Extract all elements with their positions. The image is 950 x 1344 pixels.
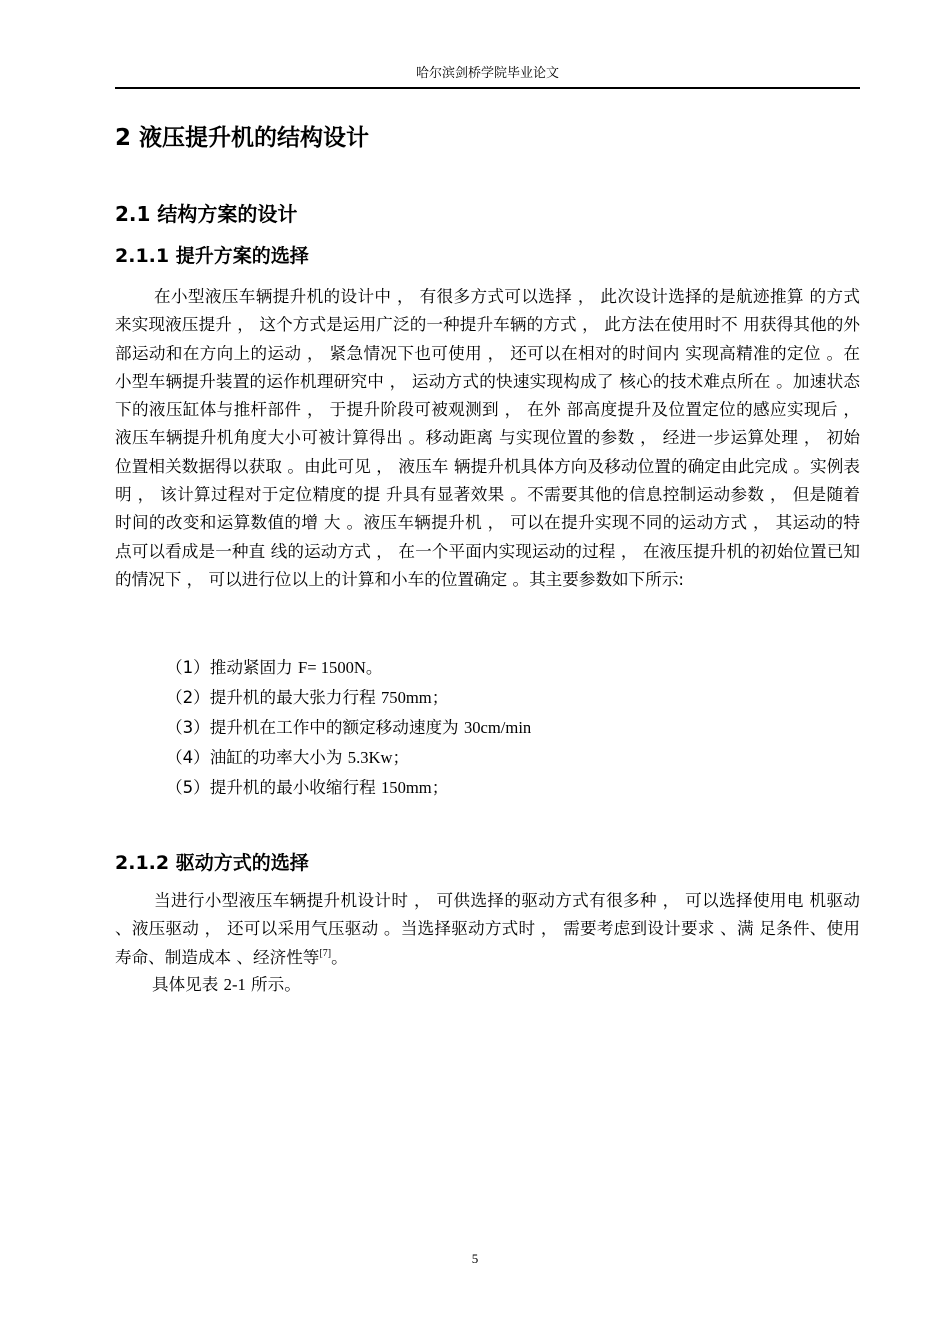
- subsection-title-drive: 2.1.2 驱动方式的选择: [115, 852, 309, 874]
- list-item-text: 油缸的功率大小为: [209, 748, 348, 767]
- list-item-value: 30cm/min: [463, 718, 532, 737]
- list-item-value: 750mm: [380, 688, 432, 707]
- header-rule: [115, 87, 860, 89]
- list-item-value: 150mm: [380, 778, 432, 797]
- page-number: 5: [471, 1251, 479, 1266]
- list-item-text: 提升机在工作中的额定移动速度为: [209, 718, 464, 737]
- list-item-index: （1）: [166, 658, 210, 677]
- body-paragraph-drive-text: 当进行小型液压车辆提升机设计时 ， 可供选择的驱动方式有很多种 ， 可以选择使用电 机驱动 、液压驱动 ， 还可以采用气压驱动 。当选择驱动方式时 ， 需要考虑到设计要求 、满 足条件、使用寿命、制造成本 、经济性等: [115, 891, 860, 967]
- list-item-text: 推动紧固力: [209, 658, 298, 677]
- list-item-tail: 。: [365, 658, 383, 677]
- list-item-tail: ；: [392, 748, 410, 767]
- list-item: [166, 713, 531, 743]
- list-item-tail: ；: [431, 688, 449, 707]
- list-item: [166, 743, 531, 773]
- list-item-index: （4）: [166, 748, 210, 767]
- table-reference-before: 具体见表: [152, 975, 224, 994]
- section-title: 2.1 结构方案的设计: [115, 202, 298, 226]
- list-item-index: （5）: [166, 778, 210, 797]
- list-item-tail: ；: [431, 778, 449, 797]
- list-item: [166, 653, 531, 683]
- table-reference-number[interactable]: 2-1: [223, 975, 246, 994]
- list-item-index: （2）: [166, 688, 210, 707]
- list-item-index: （3）: [166, 718, 210, 737]
- chapter-title: 2 液压提升机的结构设计: [115, 125, 370, 151]
- body-paragraph-drive-end: 。: [331, 947, 348, 967]
- list-item-value: F= 1500N: [298, 658, 366, 677]
- table-reference-after: 所示。: [245, 975, 301, 994]
- body-paragraph-lifting: 在小型液压车辆提升机的设计中 ， 有很多方式可以选择 ， 此次设计选择的是航迹推算 的方式来实现液压提升 ， 这个方式是运用广泛的一种提升车辆的方式 ， 此方法在使用时不 用获得其他的外部运动和在方向上的运动 ， 紧急情况下也可使用 ， 还可以在相对的时间内 实现高精准的定位 。在小型车辆提升装置的运作机理研究中 ， 运动方式的快速实现构成了 核心的技术难点所在 。加速状态下的液压缸体与推杆部件 ， 于提升阶段可被观测到 ， 在外 部高度提升及位置定位的感应实现后 ， 液压车辆提升机角度大小可被计算得出 。移动距离 与实现位置的参数 ， 经进一步运算处理 ， 初始位置相关数据得以获取 。由此可见 ， 液压车 辆提升机具体方向及移动位置的确定由此完成 。实例表明 ， 该计算过程对于定位精度的提 升具有显著效果 。不需要其他的信息控制运动参数 ， 但是随着时间的改变和运算数值的增 大 。液压车辆提升机 ， 可以在提升实现不同的运动方式 ， 其运动的特点可以看成是一种直 线的运动方式 ， 在一个平面内实现运动的过程 ， 在液压提升机的初始位置已知的情况下 ， 可以进行位以上的计算和小车的位置确定 。其主要参数如下所示:: [115, 287, 860, 589]
- body-paragraph-drive: [115, 887, 860, 972]
- list-item-text: 提升机的最大张力行程: [209, 688, 381, 707]
- running-header: 哈尔滨剑桥学院毕业论文: [415, 66, 559, 81]
- citation-reference[interactable]: [7]: [319, 947, 332, 959]
- subsection-title-lifting: 2.1.1 提升方案的选择: [115, 245, 309, 267]
- table-reference-line: [152, 971, 301, 999]
- list-item: [166, 773, 531, 803]
- list-item-value: 5.3Kw: [347, 748, 393, 767]
- list-item: [166, 683, 531, 713]
- parameter-list: [166, 653, 531, 803]
- list-item-text: 提升机的最小收缩行程: [209, 778, 381, 797]
